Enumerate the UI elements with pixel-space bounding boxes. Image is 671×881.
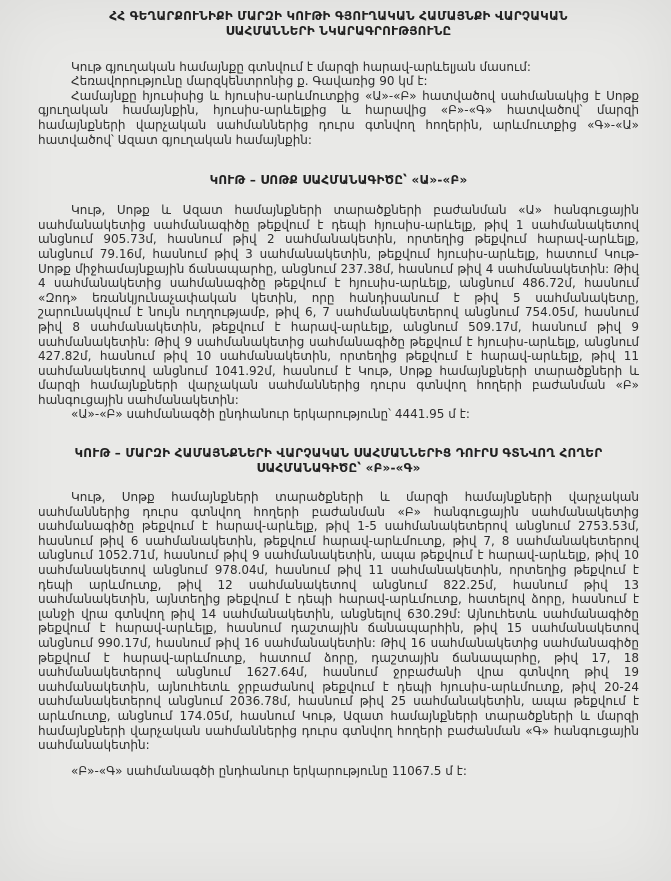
document-title: [38, 9, 639, 39]
intro-paragraph-location: Կութ գյուղական համայնքը գտնվում է մարզի հարավ-արևելյան մասում:: [71, 59, 531, 74]
intro-paragraph-neighbors: Համայնքը հյուսիսից և հյուսիս-արևմուտքից «Ա»-«Բ» հատվածով սահմանակից է Սոթք գյուղական համայնքին, հյուսիս-արևելքից և հարավից «Բ»-«Գ» հատվածով՝ մարզի համայնքների վարչական սահմաններից դուրս գտնվող հողերին, արևմուտքից «Գ»-«Ա» հատվածով՝ Ազատ գյուղական համայնքին:: [38, 88, 639, 147]
intro-section: [38, 60, 639, 148]
section-b-g-heading: [38, 446, 639, 476]
section-boundary-a-b: [38, 173, 639, 422]
document-title-line-1: ՀՀ ԳԵՂԱՐՔՈՒՆԻՔԻ ՄԱՐԶԻ ԿՈՒԹԻ ԳՅՈՒՂԱԿԱՆ ՀԱՄԱՅՆՔԻ ՎԱՐՉԱԿԱՆ: [109, 9, 568, 23]
section-a-b-heading: ԿՈՒԹ – ՍՈԹՔ ՍԱՀՄԱՆԱԳԻԾԸ՝ «Ա»-«Բ»: [209, 173, 468, 188]
document-title-line-2: ՍԱՀՄԱՆՆԵՐԻ ՆԿԱՐԱԳՐՈՒԹՅՈՒՆԸ: [225, 23, 452, 38]
intro-paragraph-distance: Հեռավորությունը մարզկենտրոնից ք. Գավառից 90 կմ է:: [71, 74, 428, 89]
section-boundary-b-g: [38, 446, 639, 778]
section-b-g-body-text: Կութ, Սոթք համայնքների տարածքների և մարզի համայնքների վարչական սահմաններից դուրս գտնվող հողերի բաժանման «Բ» հանգուցային սահմանակետից սահմանագիծը թեքվում է հարավ-արևելք, թիվ 1-5 սահմանակետերով անցնում 2753.53մ, հասնում թիվ 6 սահմանակետին, թեքվում հարավ-արևմուտք, թիվ 7, 8 սահմանակետերով անցնում 1052.71մ, հասնում թիվ 9 սահմանակետին, ապա թեքվում է հարավ-արևելք, թիվ 10 սահմանակետով անցնում 978.04մ, հասնում թիվ 11 սահմանակետին, որտեղից թեքվում է դեպի արևմուտք, թիվ 12 սահմանակետով անցնում 822.25մ, հասնում թիվ 13 սահմանակետին, այնտեղից թեքվում է դեպի հարավ-արևմուտք, հատելով ձորը, հասնում է լանջի վրա գտնվող թիվ 14 սահմանակետին, անցնելով 630.29մ: Այնուհետև սահմանագիծը թեքվում է հարավ-արևելք, հասնում դաշտային ճանապարհին, թիվ 15 սահմանակետով անցնում 990.17մ, հասնում թիվ 16 սահմանակետին: Թիվ 16 սահմանակետից սահմանագիծը թեքվում է հարավ-արևմուտք, հատում ձորը, դաշտային ճանապարհը, թիվ 17, 18 սահմանակետերով անցնում 1627.64մ, հասնում ջրբաժանի վրա գտնվող թիվ 19 սահմանակետին, այնուհետև ջրբաժանով թեքվում է դեպի հյուսիս-արևմուտք, թիվ 20-24 սահմանակետերով անցնում 2036.78մ, հասնում թիվ 25 սահմանակետին, ապա թեքվում է արևմուտք, անցնում 174.05մ, հասնում Կութ, Ազատ համայնքների տարածքների և մարզի համայնքների վարչական սահմաններից դուրս գտնվող հողերի բաժանման «Գ» հանգուցային սահմանակետին:: [38, 490, 639, 753]
section-a-b-total-length: «Ա»-«Բ» սահմանագծի ընդհանուր երկարությունը՝ 4441.95 մ է:: [71, 407, 470, 422]
section-b-g-heading-line-2: ՍԱՀՄԱՆԱԳԻԾԸ՝ «Բ»-«Գ»: [256, 461, 421, 476]
section-a-b-body-text: Կութ, Սոթք և Ազատ համայնքների տարածքների բաժանման «Ա» հանգուցային սահմանակետից սահմանագիծը թեքվում է դեպի հյուսիս-արևելք, թիվ 1 սահմանակետով անցնում 905.73մ, հասնում թիվ 2 սահմանակետին, որտեղից թեքվում հարավ-արևելք, անցնում 79.16մ, հասնում թիվ 3 սահմանակետին, թեքվում հյուսիս-արևելք, հատում Կութ-Սոթք միջհամայնքային ճանապարհը, անցնում 237.38մ, հասնում թիվ 4 սահմանակետին: Թիվ 4 սահմանակետից սահմանագիծը թեքվում է հյուսիս-արևելք, անցնում 486.72մ, հասնում «Զոդ» եռանկյունաչափական կետին, որը հանդիսանում է թիվ 5 սահմանակետը, շարունակվում է նույն ուղղությամբ, թիվ 6, 7 սահմանակետերով անցնում 754.05մ, հասնում թիվ 8 սահմանակետին, թեքվում է հարավ-արևելք, անցնում 509.17մ, հասնում թիվ 9 սահմանակետին: Թիվ 9 սահմանակետից սահմանագիծը թեքվում է հյուսիս-արևելք, անցնում 427.82մ, հասնում թիվ 10 սահմանակետին, որտեղից թեքվում է հարավ-արևելք, թիվ 11 սահմանակետով անցնում 1041.92մ, հասնում է Կութ, Սոթք համայնքների տարածքների և մարզի համայնքների վարչական սահմաններից դուրս գտնվող հողերի բաժանման «Բ» հանգուցային սահմանակետին:: [38, 203, 639, 407]
section-b-g-total-length: «Բ»-«Գ» սահմանագծի ընդհանուր երկարությունը 11067.5 մ է:: [71, 763, 467, 778]
section-b-g-heading-line-1: ԿՈՒԹ – ՄԱՐԶԻ ՀԱՄԱՅՆՔՆԵՐԻ ՎԱՐՉԱԿԱՆ ՍԱՀՄԱՆՆԵՐԻՑ ԴՈՒՐՍ ԳՏՆՎՈՂ ՀՈՂԵՐ: [74, 446, 603, 461]
